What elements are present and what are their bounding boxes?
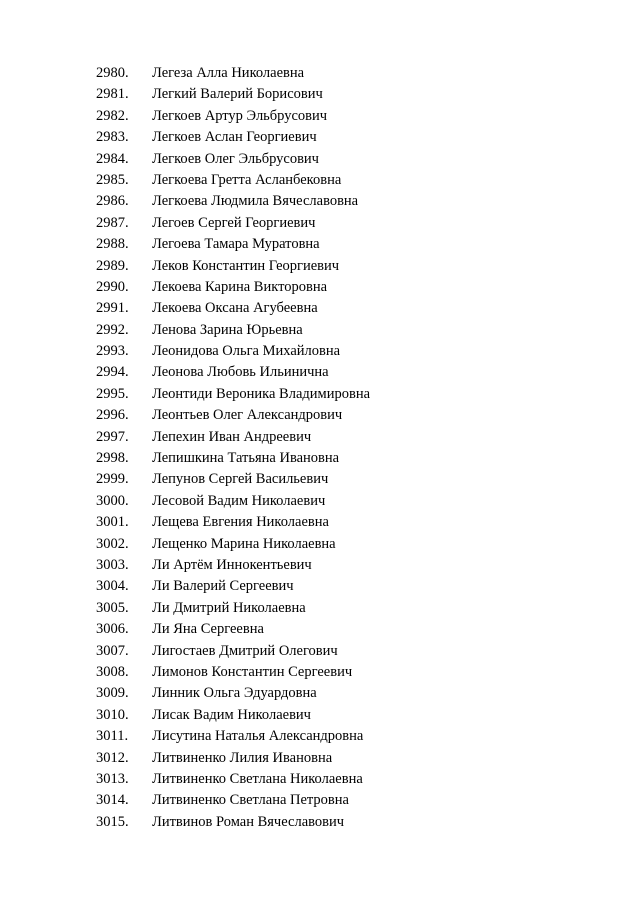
entry-number: 2983. [96, 129, 129, 146]
list-item [0, 362, 640, 383]
list-item [0, 384, 640, 405]
entry-number: 2991. [96, 300, 129, 317]
name-list [0, 63, 640, 833]
entry-number: 2990. [96, 278, 129, 295]
entry-name: Легкоева Гретта Асланбековна [152, 171, 342, 188]
entry-number: 2984. [96, 150, 129, 167]
entry-number: 3008. [96, 663, 129, 680]
entry-name: Легеза Алла Николаевна [152, 65, 305, 81]
entry-name: Леонтиди Вероника Владимировна [152, 385, 371, 402]
entry-name: Легкоева Людмила Вячеславовна [152, 193, 359, 210]
entry-name: Лисак Вадим Николаевич [152, 706, 311, 723]
list-item [0, 298, 640, 319]
list-item [0, 555, 640, 576]
list-item [0, 320, 640, 341]
list-item [0, 170, 640, 191]
entry-number: 3010. [96, 706, 129, 723]
entry-number: 3014. [96, 792, 129, 809]
list-item [0, 683, 640, 704]
entry-name: Литвиненко Светлана Николаевна [152, 770, 363, 787]
list-item [0, 427, 640, 448]
entry-number: 3007. [96, 642, 129, 659]
entry-number: 3001. [96, 514, 129, 531]
entry-name: Легкоев Артур Эльбрусович [152, 107, 328, 124]
entry-number: 2998. [96, 450, 129, 467]
list-item [0, 512, 640, 533]
entry-name: Лигостаев Дмитрий Олегович [152, 642, 338, 659]
list-item [0, 405, 640, 426]
entry-number: 2996. [96, 407, 129, 424]
list-item [0, 491, 640, 512]
entry-number: 3003. [96, 556, 129, 573]
entry-number: 3002. [96, 535, 129, 552]
entry-name: Лепишкина Татьяна Ивановна [152, 450, 340, 467]
entry-name: Литвинов Роман Вячеславович [152, 813, 345, 830]
list-item [0, 213, 640, 234]
entry-name: Ли Артём Иннокентьевич [152, 556, 312, 573]
list-item [0, 726, 640, 747]
entry-name: Литвиненко Светлана Петровна [152, 792, 349, 809]
entry-number: 3013. [96, 770, 129, 787]
entry-name: Лещева Евгения Николаевна [152, 514, 329, 531]
list-item [0, 705, 640, 726]
entry-number: 3000. [96, 492, 129, 509]
entry-number: 2995. [96, 385, 129, 402]
entry-number: 3009. [96, 685, 129, 702]
list-item [0, 256, 640, 277]
entry-name: Леков Константин Георгиевич [152, 257, 340, 274]
entry-number: 2980. [96, 65, 129, 81]
list-item [0, 191, 640, 212]
entry-number: 2999. [96, 471, 129, 488]
entry-name: Ли Яна Сергеевна [152, 621, 264, 638]
list-item [0, 769, 640, 790]
entry-name: Лимонов Константин Сергеевич [152, 663, 353, 680]
list-item [0, 790, 640, 811]
entry-number: 2989. [96, 257, 129, 274]
list-item [0, 63, 640, 84]
list-item [0, 641, 640, 662]
entry-number: 2982. [96, 107, 129, 124]
entry-number: 3005. [96, 599, 129, 616]
entry-name: Легоев Сергей Георгиевич [152, 214, 316, 231]
entry-name: Легкоев Аслан Георгиевич [152, 129, 317, 146]
list-item [0, 149, 640, 170]
entry-name: Ли Дмитрий Николаевна [152, 599, 306, 616]
entry-number: 2992. [96, 321, 129, 338]
list-item [0, 127, 640, 148]
entry-number: 2981. [96, 86, 129, 103]
entry-name: Лисутина Наталья Александровна [152, 728, 364, 745]
entry-number: 2987. [96, 214, 129, 231]
entry-number: 3011. [96, 728, 129, 745]
entry-number: 3004. [96, 578, 129, 595]
list-item [0, 598, 640, 619]
entry-number: 3012. [96, 749, 129, 766]
entry-name: Лепунов Сергей Васильевич [152, 471, 329, 488]
list-item [0, 234, 640, 255]
entry-name: Леонтьев Олег Александрович [152, 407, 343, 424]
entry-name: Ли Валерий Сергеевич [152, 578, 294, 595]
entry-number: 2986. [96, 193, 129, 210]
list-item [0, 662, 640, 683]
entry-number: 2994. [96, 364, 129, 381]
list-item [0, 534, 640, 555]
entry-number: 3015. [96, 813, 129, 830]
entry-name: Легкоев Олег Эльбрусович [152, 150, 319, 167]
entry-name: Ленова Зарина Юрьевна [152, 321, 303, 338]
list-item [0, 277, 640, 298]
entry-name: Лещенко Марина Николаевна [152, 535, 336, 552]
entry-name: Лекоева Карина Викторовна [152, 278, 328, 295]
entry-number: 2988. [96, 236, 129, 253]
entry-name: Лесовой Вадим Николаевич [152, 492, 326, 509]
entry-number: 3006. [96, 621, 129, 638]
entry-number: 2993. [96, 343, 129, 360]
entry-name: Литвиненко Лилия Ивановна [152, 749, 333, 766]
list-item [0, 748, 640, 769]
entry-name: Леонова Любовь Ильинична [152, 364, 329, 381]
entry-name: Линник Ольга Эдуардовна [152, 685, 317, 702]
list-item [0, 812, 640, 833]
entry-name: Леонидова Ольга Михайловна [152, 343, 341, 360]
list-item [0, 84, 640, 105]
list-item [0, 341, 640, 362]
entry-number: 2997. [96, 428, 129, 445]
entry-name: Легкий Валерий Борисович [152, 86, 323, 103]
entry-name: Лекоева Оксана Агубеевна [152, 300, 318, 317]
list-item [0, 576, 640, 597]
list-item [0, 106, 640, 127]
list-item [0, 448, 640, 469]
list-item [0, 619, 640, 640]
entry-name: Лепехин Иван Андреевич [152, 428, 312, 445]
list-item [0, 469, 640, 490]
entry-number: 2985. [96, 171, 129, 188]
entry-name: Легоева Тамара Муратовна [152, 236, 320, 253]
